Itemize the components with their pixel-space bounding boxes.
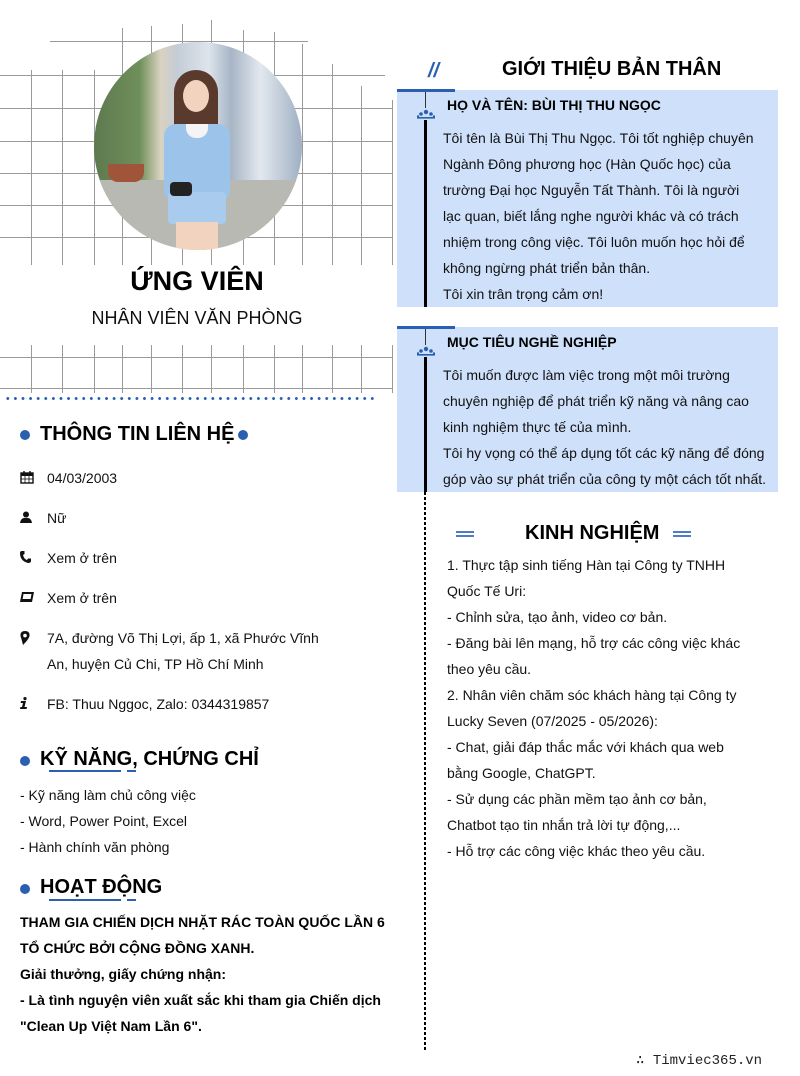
title-underline — [49, 899, 121, 901]
about-line: lạc quan, biết lắng nghe người khác và có trách — [443, 208, 739, 224]
experience-line: - Chat, giải đáp thắc mắc với khách qua web — [447, 739, 724, 755]
contact-item-birthday — [20, 465, 337, 491]
candidate-name: ỨNG VIÊN — [130, 266, 264, 296]
equals-decor-icon — [673, 531, 691, 537]
equals-decor-icon — [456, 531, 474, 537]
activity-line: Giải thưởng, giấy chứng nhận: — [20, 966, 227, 982]
about-line: nhiệm trong công việc. Tôi luôn muốn học hỏi để — [443, 234, 745, 250]
experience-line: bằng Google, ChatGPT. — [447, 765, 596, 781]
dotted-divider — [4, 397, 374, 400]
title-underline — [127, 770, 136, 772]
skill-item: - Hành chính văn phòng — [20, 839, 170, 855]
user-icon — [20, 505, 47, 531]
objective-line: góp vào sự phát triển của công ty một cách tốt nhất. — [443, 471, 767, 487]
contact-item-phone — [20, 545, 337, 571]
experience-line: 2. Nhân viên chăm sóc khách hàng tại Công ty — [447, 687, 737, 703]
experience-line: theo yêu cầu. — [447, 661, 532, 677]
avatar — [94, 42, 302, 250]
info-icon — [20, 691, 47, 717]
section-title-activities: HOẠT ĐỘNG — [40, 876, 163, 898]
section-bullet-icon — [20, 756, 30, 766]
phone-icon — [20, 545, 47, 571]
email-icon — [20, 585, 47, 611]
activity-line: TỔ CHỨC BỞI CỘNG ĐỒNG XANH. — [20, 940, 255, 956]
section-title-contact: THÔNG TIN LIÊN HỆ — [40, 423, 235, 445]
about-line: trường Đại học Nguyễn Tất Thành. Tôi là người — [443, 182, 740, 198]
objective-title: MỤC TIÊU NGHỀ NGHIỆP — [447, 334, 617, 350]
timeline-line — [424, 120, 427, 307]
section-bullet-icon — [20, 430, 30, 440]
activity-line: THAM GIA CHIẾN DỊCH NHẶT RÁC TOÀN QUỐC LẦN 6 — [20, 914, 385, 930]
experience-line: Quốc Tế Uri: — [447, 583, 527, 599]
lotus-icon — [417, 346, 435, 356]
section-title-skills: KỸ NĂNG, CHỨNG CHỈ — [40, 748, 259, 770]
panel-accent-bar — [397, 326, 455, 329]
about-line: Tôi tên là Bùi Thị Thu Ngọc. Tôi tốt nghiệp chuyên — [443, 130, 754, 146]
skill-item: - Word, Power Point, Excel — [20, 813, 188, 829]
objective-line: kinh nghiệm thực tế của mình. — [443, 419, 632, 435]
watermark-link[interactable]: ∴ Timviec365.vn — [636, 1053, 763, 1069]
timeline-line — [425, 92, 426, 108]
contact-value: Nữ — [47, 510, 67, 526]
location-icon — [20, 625, 47, 677]
about-line: không ngừng phát triển bản thân. — [443, 260, 651, 276]
about-text — [443, 125, 773, 307]
experience-line: - Sử dụng các phần mềm tạo ảnh cơ bản, — [447, 791, 707, 807]
contact-value: 04/03/2003 — [47, 470, 118, 486]
section-bullet-icon — [238, 430, 248, 440]
timeline-line — [425, 329, 426, 345]
experience-line: - Hỗ trợ các công việc khác theo yêu cầu. — [447, 843, 706, 859]
full-name-label: HỌ VÀ TÊN: BÙI THỊ THU NGỌC — [447, 97, 661, 113]
objective-text — [443, 362, 778, 492]
activity-line: - Là tình nguyện viên xuất sắc khi tham gia Chiến dịch — [20, 992, 381, 1008]
panel-accent-bar — [397, 89, 455, 92]
about-line: Ngành Đông phương học (Hàn Quốc học) của — [443, 156, 731, 172]
title-underline — [49, 770, 121, 772]
contact-item-gender — [20, 505, 337, 531]
activity-line: "Clean Up Việt Nam Lần 6". — [20, 1018, 202, 1034]
title-underline — [127, 899, 136, 901]
section-title-experience: KINH NGHIỆM — [525, 522, 660, 544]
experience-text — [447, 552, 777, 864]
objective-line: Tôi muốn được làm việc trong một môi trường — [443, 367, 730, 383]
timeline-line — [424, 357, 427, 492]
contact-value: FB: Thuu Nggoc, Zalo: 0344319857 — [47, 696, 270, 712]
candidate-job-title: NHÂN VIÊN VĂN PHÒNG — [91, 308, 303, 328]
about-line: Tôi xin trân trọng cảm ơn! — [443, 286, 604, 302]
contact-item-social — [20, 691, 337, 717]
experience-line: 1. Thực tập sinh tiếng Hàn tại Công ty TNHH — [447, 557, 726, 573]
lotus-icon — [417, 109, 435, 119]
experience-line: Lucky Seven (07/2025 - 05/2026): — [447, 713, 658, 729]
skill-item: - Kỹ năng làm chủ công việc — [20, 787, 196, 803]
contact-item-email — [20, 585, 337, 611]
timeline-dashed-line — [424, 492, 426, 1050]
section-title-about: GIỚI THIỆU BẢN THÂN — [502, 58, 722, 80]
experience-line: - Chỉnh sửa, tạo ảnh, video cơ bản. — [447, 609, 668, 625]
objective-line: Tôi hy vọng có thể áp dụng tốt các kỹ năng để đóng — [443, 445, 765, 461]
experience-line: - Đăng bài lên mạng, hỗ trợ các công việc khác — [447, 635, 741, 651]
objective-line: chuyên nghiệp để phát triển kỹ năng và nâng cao — [443, 393, 749, 409]
slash-decor-icon: // — [428, 60, 440, 82]
experience-line: Chatbot tạo tin nhắn trả lời tự động,... — [447, 817, 681, 833]
section-bullet-icon — [20, 884, 30, 894]
contact-value: Xem ở trên — [47, 590, 117, 606]
contact-item-address — [20, 625, 337, 677]
activities-list — [20, 909, 385, 1039]
skills-list — [20, 782, 196, 860]
contact-value: Xem ở trên — [47, 550, 117, 566]
calendar-icon — [20, 465, 47, 491]
contact-value: 7A, đường Võ Thị Lợi, ấp 1, xã Phước Vĩnh An, huyện Củ Chi, TP Hồ Chí Minh — [47, 630, 319, 672]
